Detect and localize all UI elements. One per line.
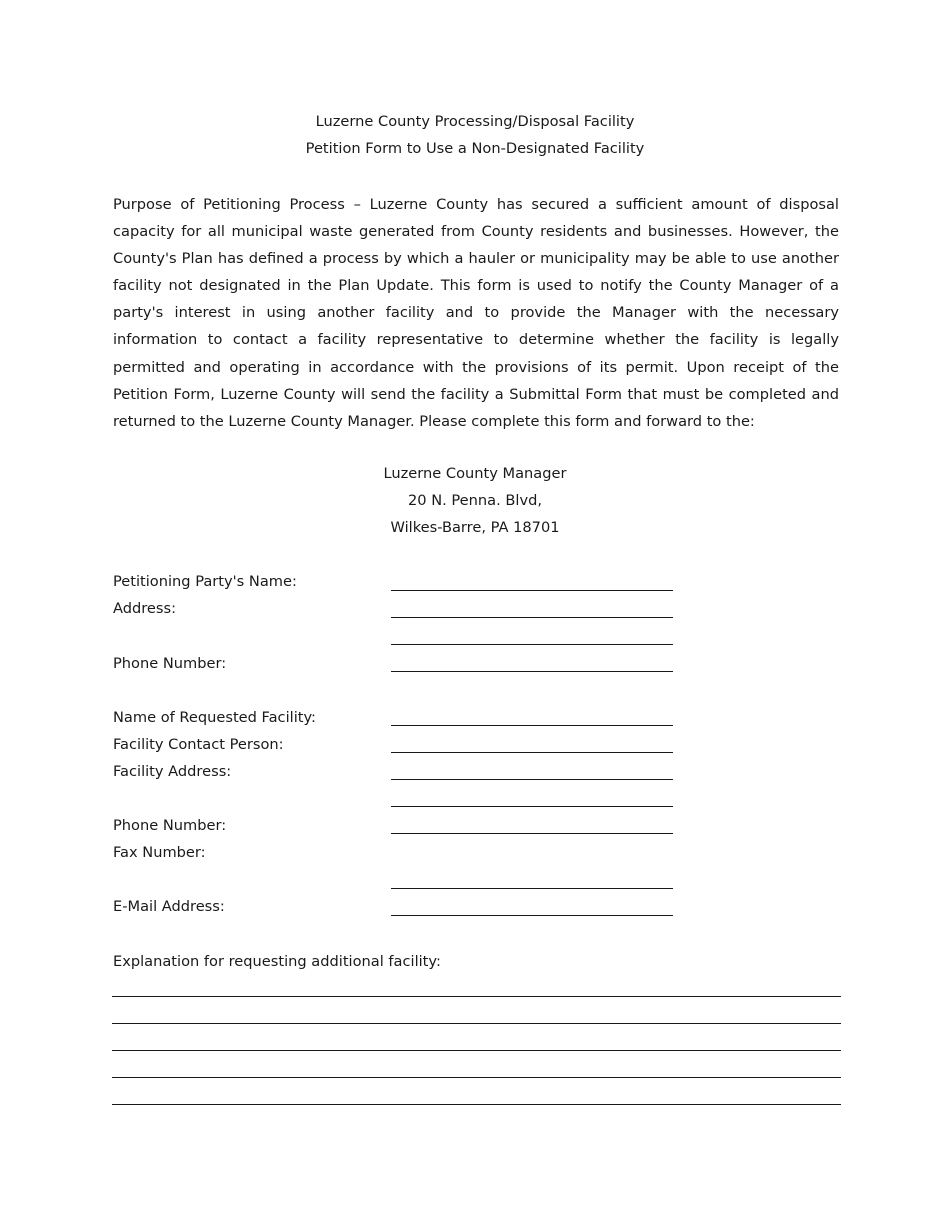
facility-phone-label: Phone Number:	[113, 817, 227, 834]
facility-name-field[interactable]	[391, 725, 673, 726]
fax-label: Fax Number:	[113, 844, 206, 861]
email-label: E-Mail Address:	[113, 898, 225, 915]
explanation-line-5[interactable]	[112, 1104, 841, 1105]
facility-address-label: Facility Address:	[113, 763, 232, 780]
explanation-label: Explanation for requesting additional facility:	[113, 953, 441, 970]
recipient-name: Luzerne County Manager	[383, 465, 567, 482]
facility-address-field-line2[interactable]	[391, 806, 673, 807]
explanation-line-2[interactable]	[112, 1023, 841, 1024]
form-title: Luzerne County Processing/Disposal Facility	[315, 113, 635, 130]
address-field-line2[interactable]	[391, 644, 673, 645]
purpose-paragraph: Purpose of Petitioning Process – Luzerne County has secured a sufficient amount of disposal capacity for all municipal waste generated from County residents and businesses. However, the County's Plan has defined a process by which a hauler or municipality may be able to use another facility not designated in the Plan Update. This form is used to notify the County Manager of a party's interest in using another facility and to provide the Manager with the necessary information to contact a facility representative to determine whether the facility is legally permitted and operating in accordance with the provisions of its permit. Upon receipt of the Petition Form, Luzerne County will send the facility a Submittal Form that must be completed and returned to the Luzerne County Manager. Please complete this form and forward to the:	[113, 196, 839, 430]
phone-field[interactable]	[391, 671, 673, 672]
form-subtitle: Petition Form to Use a Non-Designated Facility	[305, 140, 645, 157]
explanation-line-4[interactable]	[112, 1077, 841, 1078]
fax-field[interactable]	[391, 888, 673, 889]
address-field-line1[interactable]	[391, 617, 673, 618]
recipient-city: Wilkes-Barre, PA 18701	[390, 519, 560, 536]
explanation-line-1[interactable]	[112, 996, 841, 997]
contact-person-field[interactable]	[391, 752, 673, 753]
address-label: Address:	[113, 600, 177, 617]
facility-phone-field[interactable]	[391, 833, 673, 834]
explanation-line-3[interactable]	[112, 1050, 841, 1051]
party-name-field[interactable]	[391, 590, 673, 591]
recipient-street: 20 N. Penna. Blvd,	[408, 492, 542, 509]
email-field[interactable]	[391, 915, 673, 916]
contact-person-label: Facility Contact Person:	[113, 736, 284, 753]
facility-name-label: Name of Requested Facility:	[113, 709, 316, 726]
party-name-label: Petitioning Party's Name:	[113, 573, 297, 590]
facility-address-field-line1[interactable]	[391, 779, 673, 780]
phone-label: Phone Number:	[113, 655, 227, 672]
